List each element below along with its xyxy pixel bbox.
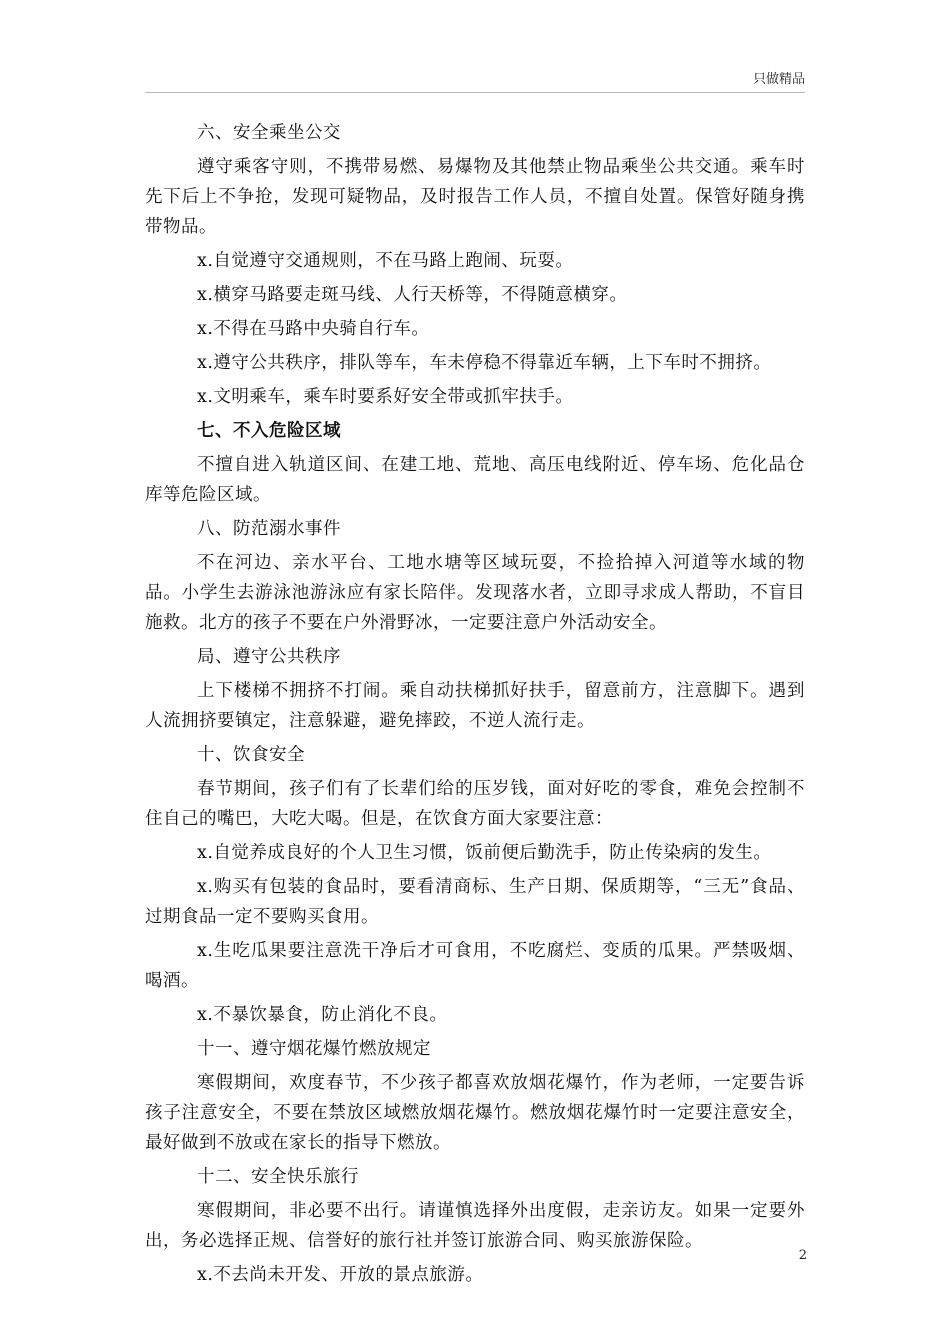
paragraph: x.自觉遵守交通规则，不在马路上跑闹、玩耍。 — [197, 251, 574, 271]
paragraph: 局、遵守公共秩序 — [197, 647, 341, 667]
paragraph: x.生吃瓜果要注意洗干净后才可食用，不吃腐烂、变质的瓜果。严禁吸烟、喝酒。 — [145, 941, 805, 991]
paragraph: 寒假期间，欢度春节，不少孩子都喜欢放烟花爆竹，作为老师，一定要告诉孩子注意安全，不要在禁放区域燃放烟花爆竹。燃放烟花爆竹时一定要注意安全，最好做到不放或在家长的指导下燃放。 — [145, 1073, 805, 1153]
paragraph: 不擅自进入轨道区间、在建工地、荒地、高压电线附近、停车场、危化品仓库等危险区域。 — [145, 455, 805, 505]
page-number: 2 — [798, 1248, 807, 1263]
paragraph: 上下楼梯不拥挤不打闹。乘自动扶梯抓好扶手，留意前方，注意脚下。遇到人流拥挤要镇定，注意躲避，避免摔跤，不逆人流行走。 — [145, 681, 805, 731]
paragraph: x.不得在马路中央骑自行车。 — [197, 319, 430, 339]
paragraph: x.购买有包装的食品时，要看清商标、生产日期、保质期等，“三无”食品、过期食品一定不要购买食用。 — [145, 877, 805, 927]
paragraph: 六、安全乘坐公交 — [197, 123, 341, 143]
paragraph: 遵守乘客守则，不携带易燃、易爆物及其他禁止物品乘坐公共交通。乘车时先下后上不争抢，发现可疑物品，及时报告工作人员，不擅自处置。保管好随身携带物品。 — [145, 157, 805, 237]
paragraph: 春节期间，孩子们有了长辈们给的压岁钱，面对好吃的零食，难免会控制不住自己的嘴巴，大吃大喝。但是，在饮食方面大家要注意： — [145, 779, 805, 829]
paragraph: 十二、安全快乐旅行 — [197, 1167, 359, 1187]
paragraph: x.文明乘车，乘车时要系好安全带或抓牢扶手。 — [197, 387, 574, 407]
paragraph: 不在河边、亲水平台、工地水塘等区域玩耍，不捡拾掉入河道等水域的物品。小学生去游泳池游泳应有家长陪伴。发现落水者，立即寻求成人帮助，不盲目施救。北方的孩子不要在户外滑野冰，一定要注意户外活动安全。 — [145, 553, 805, 633]
paragraph: 八、防范溺水事件 — [197, 519, 341, 539]
section-heading: 七、不入危险区域 — [197, 421, 341, 441]
paragraph: x.遵守公共秩序，排队等车，车未停稳不得靠近车辆，上下车时不拥挤。 — [197, 353, 772, 373]
paragraph: x.不暴饮暴食，防止消化不良。 — [197, 1005, 448, 1025]
header-divider — [145, 92, 805, 93]
paragraph: 寒假期间，非必要不出行。请谨慎选择外出度假，走亲访友。如果一定要外出，务必选择正规、信誉好的旅行社并签订旅游合同、购买旅游保险。 — [145, 1201, 805, 1251]
paragraph: x.横穿马路要走斑马线、人行天桥等，不得随意横穿。 — [197, 285, 628, 305]
paragraph: x.不去尚未开发、开放的景点旅游。 — [197, 1265, 484, 1285]
page-header-text: 只做精品 — [752, 72, 805, 87]
paragraph: 十一、遵守烟花爆竹燃放规定 — [197, 1039, 431, 1059]
paragraph: x.自觉养成良好的个人卫生习惯，饭前便后勤洗手，防止传染病的发生。 — [197, 843, 772, 863]
document-body — [145, 118, 805, 1294]
paragraph: 十、饮食安全 — [197, 745, 305, 765]
